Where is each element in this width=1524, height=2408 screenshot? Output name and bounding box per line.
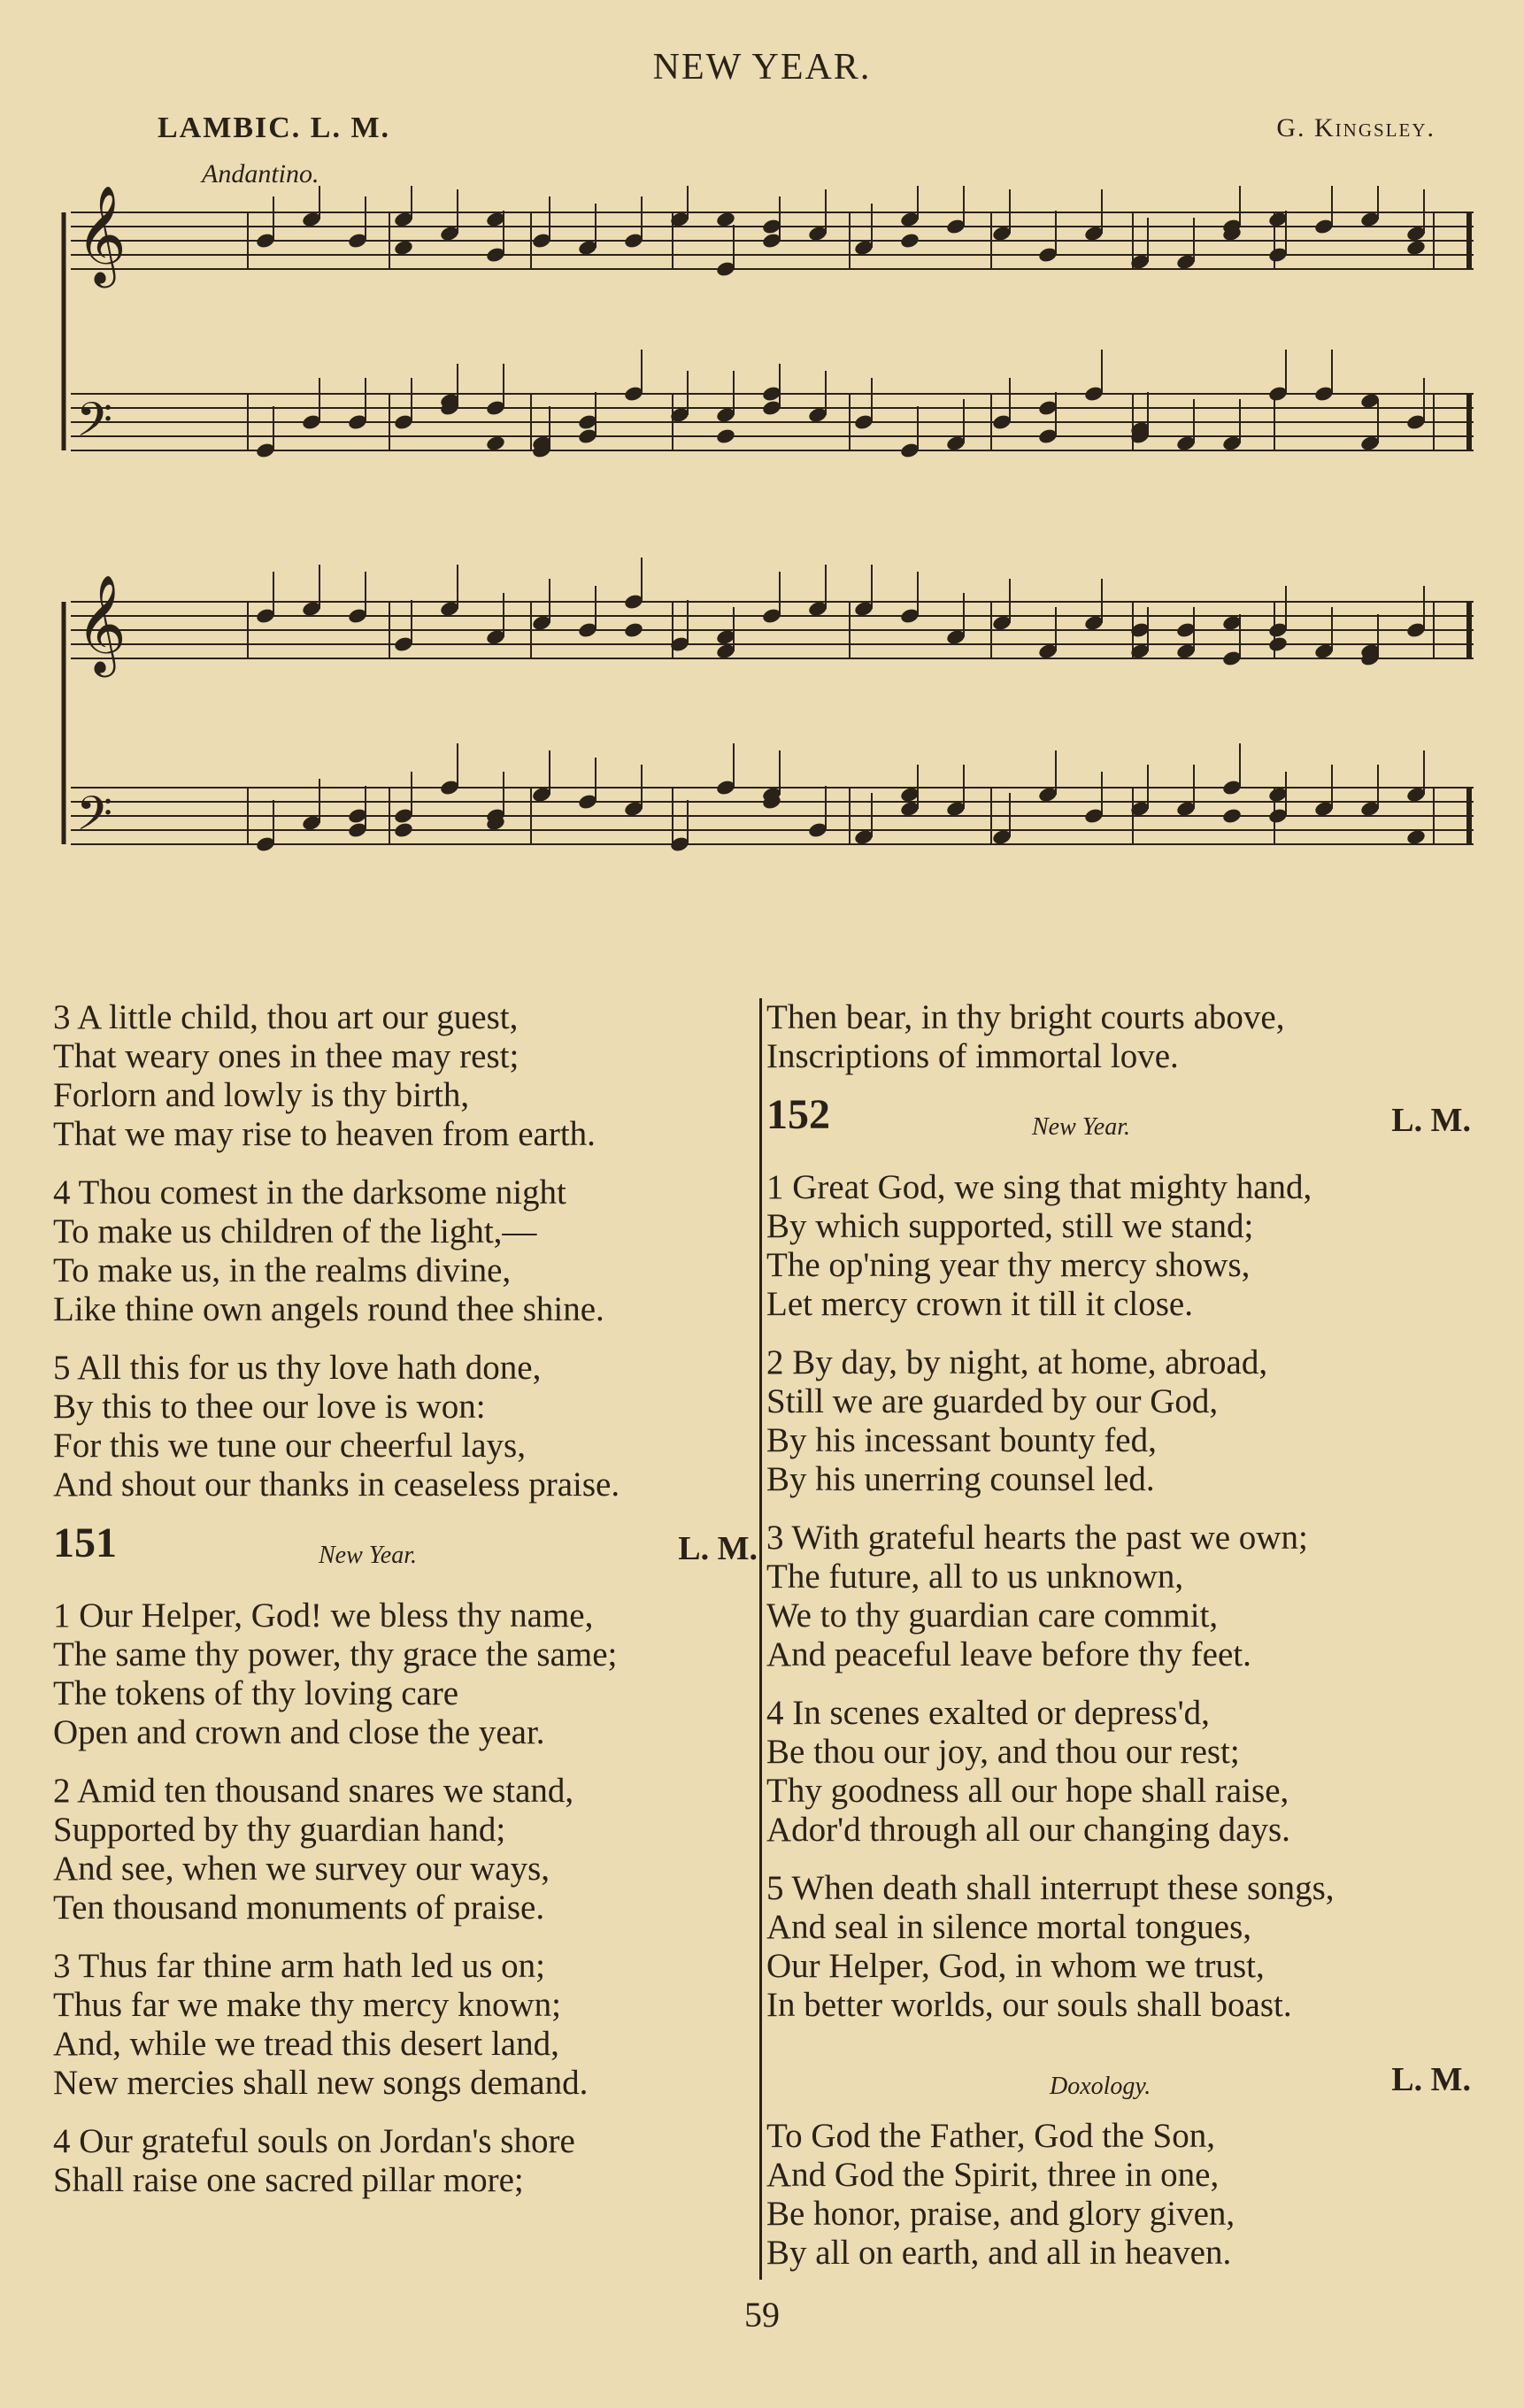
verse-line: That we may rise to heaven from earth.	[53, 1115, 596, 1153]
verse-line: Be honor, praise, and glory given,	[766, 2195, 1235, 2233]
stanza	[53, 1349, 761, 1504]
stanza	[766, 1694, 1474, 1850]
stanza	[53, 1947, 761, 2103]
verse-line: Let mercy crown it till it close.	[766, 1285, 1193, 1323]
bass-clef: 𝄢	[76, 787, 113, 853]
verse-line: Ten thousand monuments of praise.	[53, 1889, 545, 1927]
verse-line: The tokens of thy loving care	[53, 1674, 459, 1712]
verse-line: 3 With grateful hearts the past we own;	[766, 1519, 1308, 1557]
verse-line: Our Helper, God, in whom we trust,	[766, 1947, 1265, 1985]
verse-line: And God the Spirit, three in one,	[766, 2156, 1220, 2194]
verse-line: 4 Our grateful souls on Jordan's shore	[53, 2122, 575, 2160]
verse-line: By all on earth, and all in heaven.	[766, 2234, 1232, 2272]
note-head	[1267, 635, 1289, 653]
verse-line: Forlorn and lowly is thy birth,	[53, 1076, 470, 1114]
note-head	[485, 435, 506, 452]
verse-line: By which supported, still we stand;	[766, 1207, 1254, 1245]
stanza	[53, 1173, 761, 1329]
verse-line: And shout our thanks in ceaseless praise.	[53, 1466, 620, 1504]
verse-line: By this to thee our love is won:	[53, 1388, 486, 1426]
right-column	[766, 998, 1474, 2292]
tempo-marking: Andantino.	[202, 159, 319, 188]
treble-clef: 𝄞	[76, 186, 127, 284]
verse-line: Still we are guarded by our God,	[766, 1382, 1219, 1420]
verse-line: 3 Thus far thine arm hath led us on;	[53, 1947, 545, 1985]
stanza	[766, 1869, 1474, 2025]
verse-line: That weary ones in thee may rest;	[53, 1037, 520, 1075]
stanza	[53, 2122, 761, 2200]
verse-line: Then bear, in thy bright courts above,	[766, 998, 1285, 1036]
hymn-number: 152	[766, 1091, 830, 1138]
stanza	[766, 1343, 1474, 1499]
verse-line: 1 Great God, we sing that mighty hand,	[766, 1168, 1312, 1206]
verse-line: And, while we tread this desert land,	[53, 2025, 559, 2063]
verse-line: And see, when we survey our ways,	[53, 1850, 550, 1888]
stanza	[766, 1168, 1474, 1324]
hymn-151-stanzas	[53, 1596, 761, 2200]
hymn-152-stanzas	[766, 1168, 1474, 2025]
doxology-text	[766, 2117, 1474, 2273]
verse-line: By his incessant bounty fed,	[766, 1421, 1157, 1459]
doxology-header	[766, 2055, 1474, 2108]
verse-line: Inscriptions of immortal love.	[766, 1037, 1179, 1075]
verse-line: Shall raise one sacred pillar more;	[53, 2161, 524, 2199]
verse-line: Like thine own angels round thee shine.	[53, 1290, 604, 1328]
hymn-number: 151	[53, 1519, 117, 1566]
stanza	[53, 1596, 761, 1752]
hymn-150-stanzas	[53, 998, 761, 1504]
verse-line: And peaceful leave before thy feet.	[766, 1635, 1251, 1673]
page-title: NEW YEAR.	[652, 47, 872, 88]
verse-line: Thus far we make thy mercy known;	[53, 1986, 561, 2024]
hymn-meter: L. M.	[678, 1530, 758, 1567]
doxology-label: Doxology.	[1050, 2073, 1151, 2100]
verse-line: The future, all to us unknown,	[766, 1558, 1184, 1596]
verse-line: To make us, in the realms divine,	[53, 1251, 512, 1289]
treble-clef: 𝄞	[76, 573, 127, 673]
verse-line: In better worlds, our souls shall boast.	[766, 1986, 1292, 2024]
verse-line: 2 Amid ten thousand snares we stand,	[53, 1772, 574, 1810]
verse-line: The op'ning year thy mercy shows,	[766, 1246, 1251, 1284]
hymn-tune-name: New Year.	[1032, 1113, 1131, 1141]
hymn-151-header	[53, 1519, 761, 1582]
note-head	[393, 821, 414, 839]
note-head	[1405, 828, 1427, 846]
verse-line: Open and crown and close the year.	[53, 1713, 545, 1751]
stanza	[53, 998, 761, 1154]
verse-line: 1 Our Helper, God! we bless thy name,	[53, 1596, 594, 1635]
note-head	[623, 621, 644, 639]
verse-line: To God the Father, God the Son,	[766, 2117, 1215, 2155]
tune-name: LAMBIC. L. M.	[158, 112, 391, 144]
verse-line: 2 By day, by night, at home, abroad,	[766, 1343, 1268, 1381]
stanza	[53, 1772, 761, 1927]
note-head	[1405, 239, 1427, 257]
verse-line: Ador'd through all our changing days.	[766, 1811, 1290, 1849]
verse-line: 4 In scenes exalted or depress'd,	[766, 1694, 1210, 1732]
verse-line: The same thy power, thy grace the same;	[53, 1635, 618, 1673]
verse-line: Thy goodness all our hope shall raise,	[766, 1772, 1289, 1810]
verse-line: 5 All this for us thy love hath done,	[53, 1349, 542, 1387]
music-score	[53, 186, 1478, 965]
bass-clef: 𝄢	[76, 393, 113, 459]
verse-line: To make us children of the light,—	[53, 1212, 537, 1250]
hymn-meter: L. M.	[1391, 1102, 1471, 1139]
note-head	[1221, 807, 1243, 825]
composer-name: G. Kingsley.	[1276, 113, 1435, 142]
left-column	[53, 998, 761, 2220]
verse-line: 5 When death shall interrupt these songs,	[766, 1869, 1335, 1907]
verse-line: By his unerring counsel led.	[766, 1460, 1155, 1498]
verse-line: Be thou our joy, and thou our rest;	[766, 1733, 1240, 1771]
hymn-tune-name: New Year.	[319, 1542, 418, 1569]
hymn-152-header	[766, 1091, 1474, 1154]
verse-line: We to thy guardian care commit,	[766, 1596, 1219, 1635]
stanza	[766, 1519, 1474, 1674]
continuation-stanza	[766, 998, 1474, 1076]
verse-line: 3 A little child, thou art our guest,	[53, 998, 519, 1036]
note-head	[899, 232, 920, 250]
note-head	[393, 239, 414, 257]
verse-line: Supported by thy guardian hand;	[53, 1811, 506, 1849]
verse-line: 4 Thou comest in the darksome night	[53, 1173, 566, 1212]
doxology-meter: L. M.	[1391, 2061, 1471, 2098]
note-head	[715, 427, 736, 445]
verse-line: And seal in silence mortal tongues,	[766, 1908, 1252, 1946]
page-number: 59	[744, 2295, 780, 2335]
verse-line: New mercies shall new songs demand.	[53, 2064, 589, 2102]
verse-line: For this we tune our cheerful lays,	[53, 1427, 526, 1465]
